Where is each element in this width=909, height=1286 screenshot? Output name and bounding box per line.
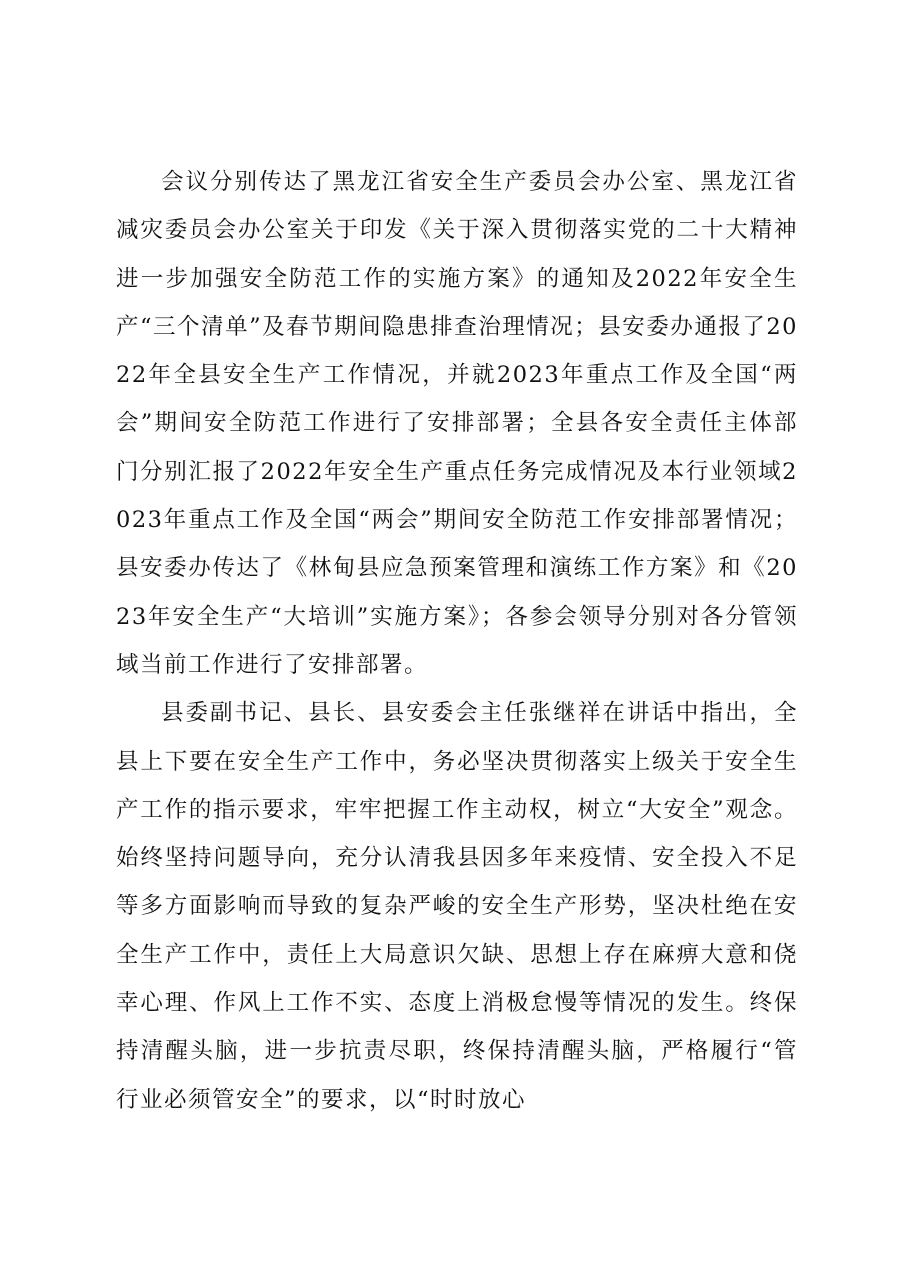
paragraph-county-head-speech: 县委副书记、县长、县安委会主任张继祥在讲话中指出，全县上下要在安全生产工作中，务必坚决贯彻落实上级关于安全生产工作的指示要求，牢牢把握工作主动权，树立“大安全”观念。始终坚持问题导向，充分认清我县因多年来疫情、安全投入不足等多方面影响而导致的复杂严峻的安全生产形势，坚决杜绝在安全生产工作中，责任上大局意识欠缺、思想上存在麻痹大意和侥幸心理、作风上工作不实、态度上消极怠慢等情况的发生。终保持清醒头脑，进一步抗责尽职，终保持清醒头脑，严格履行“管行业必须管安全”的要求，以“时时放心 <box>116 700 798 1113</box>
document-body <box>116 158 798 1124</box>
paragraph-meeting-summary: 会议分别传达了黑龙江省安全生产委员会办公室、黑龙江省减灾委员会办公室关于印发《关于深入贯彻落实党的二十大精神进一步加强安全防范工作的实施方案》的通知及2022年安全生产“三个清单”及春节期间隐患排查治理情况；县安委办通报了2022年全县安全生产工作情况，并就2023年重点工作及全国“两会”期间安全防范工作进行了安排部署；全县各安全责任主体部门分别汇报了2022年安全生产重点任务完成情况及本行业领域2023年重点工作及全国“两会”期间安全防范工作安排部署情况；县安委办传达了《林甸县应急预案管理和演练工作方案》和《2023年安全生产“大培训”实施方案》；各参会领导分别对各分管领域当前工作进行了安排部署。 <box>116 169 798 678</box>
